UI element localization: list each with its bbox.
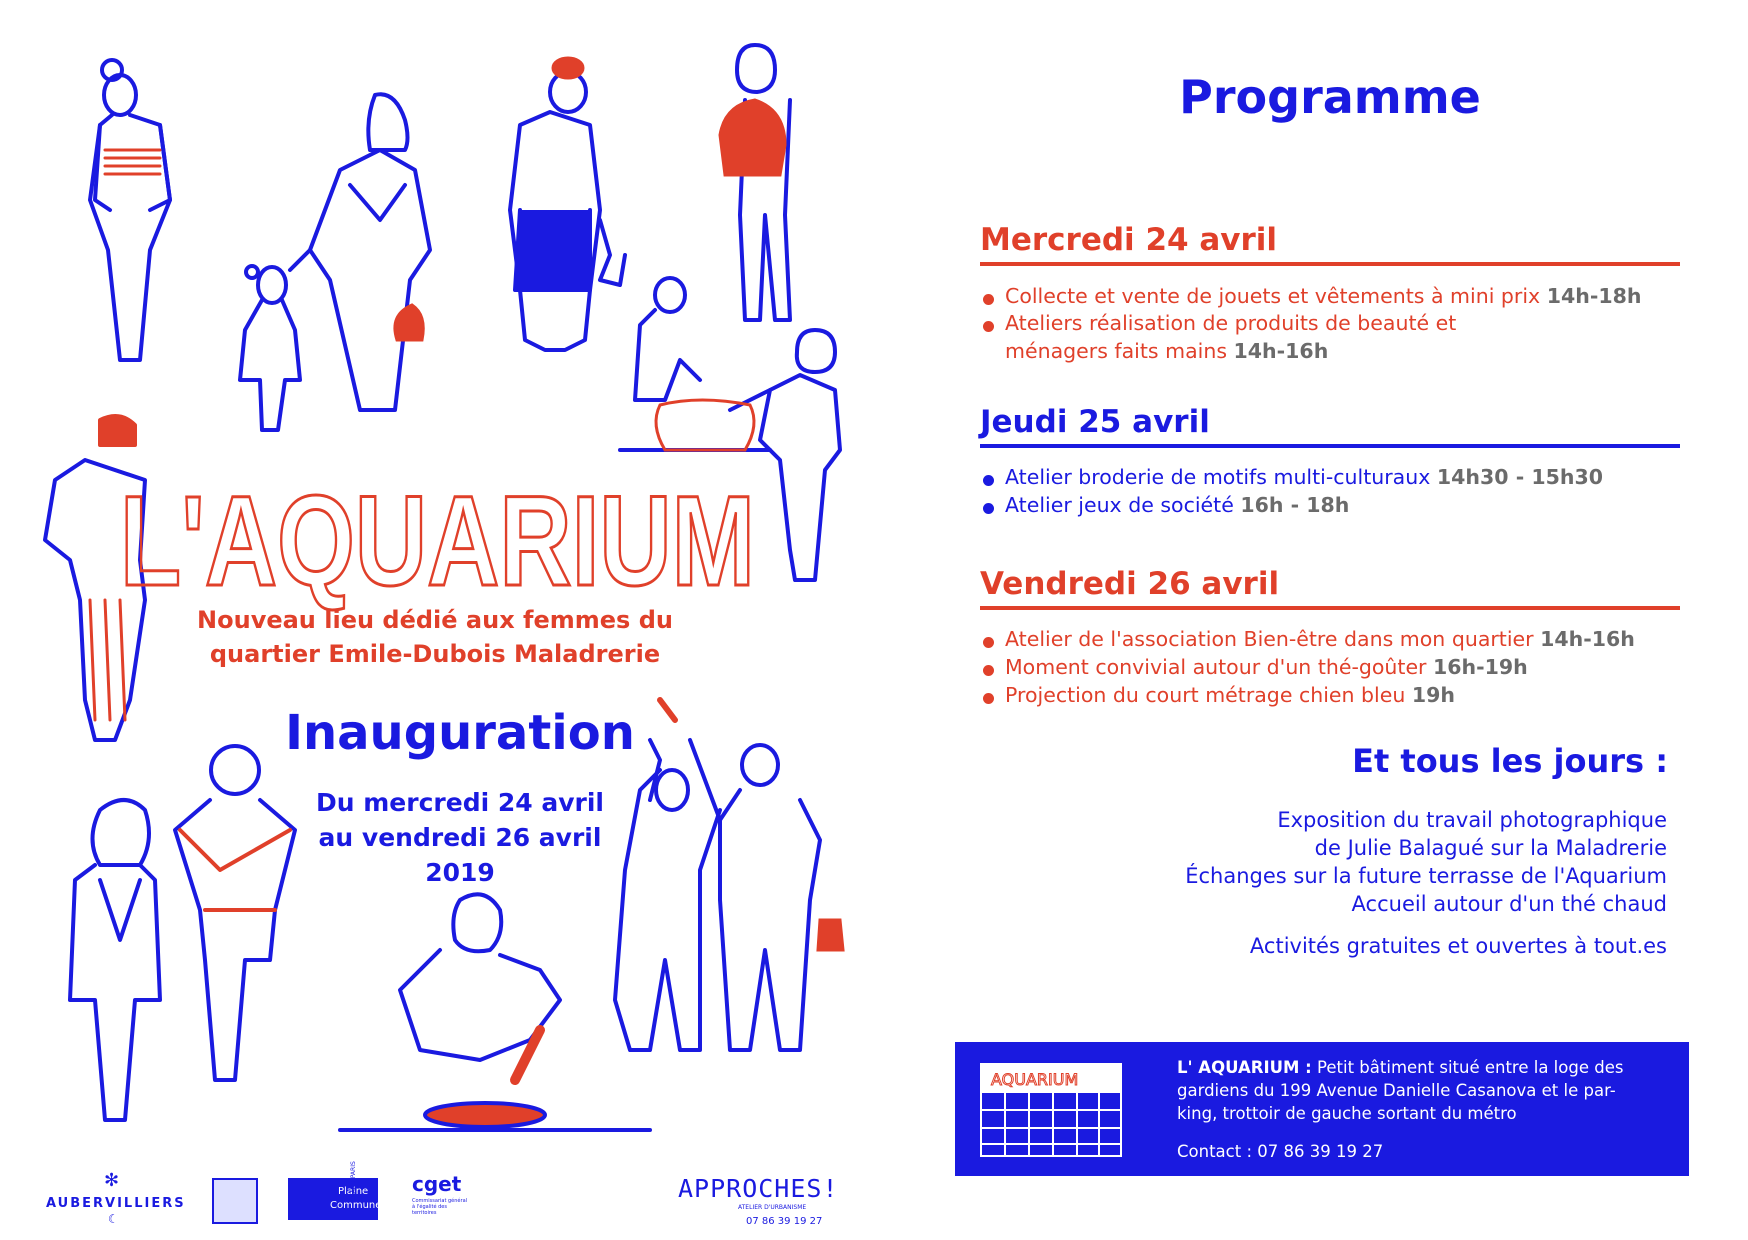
info-line2: gardiens du 199 Avenue Danielle Casanova et le par- <box>1177 1081 1616 1100</box>
approches-subtext: ATELIER D'URBANISME <box>738 1204 807 1211</box>
everyday-heading: Et tous les jours : <box>1352 742 1668 780</box>
building-sign-text: AQUARIUM <box>991 1070 1079 1089</box>
poster-title-text: L'AQUARIUM <box>120 470 755 613</box>
inauguration-dates <box>300 785 620 890</box>
info-contact: Contact : 07 86 39 19 27 <box>1177 1142 1384 1161</box>
bullet-icon <box>983 637 994 648</box>
figure-woman-arms-crossed <box>175 746 295 1080</box>
day-underline-thursday <box>980 444 1680 448</box>
dates-line2: au vendredi 26 avril <box>318 823 602 852</box>
figure-woman-red-sweater <box>737 45 790 320</box>
info-name: L' AQUARIUM : <box>1177 1058 1312 1077</box>
program-item <box>1005 309 1705 365</box>
day-heading-friday: Vendredi 26 avril <box>980 566 1280 602</box>
figure-woman-skirt <box>510 72 625 350</box>
bullet-icon <box>983 693 994 704</box>
item-time: 14h30 - 15h30 <box>1436 465 1603 489</box>
item-text: Atelier broderie de motifs multi-culturaux <box>1005 465 1431 489</box>
everyday-line: Accueil autour d'un thé chaud <box>1351 892 1667 916</box>
approches-phone: 07 86 39 19 27 <box>746 1216 823 1227</box>
info-description <box>1177 1056 1667 1125</box>
program-item <box>1005 681 1705 709</box>
item-text: Atelier de l'association Bien-être dans mon quartier <box>1005 627 1534 651</box>
day-underline-wednesday <box>980 262 1680 266</box>
item-text: Collecte et vente de jouets et vêtements à mini prix <box>1005 284 1541 308</box>
poster-title <box>120 470 760 613</box>
item-time: 19h <box>1411 683 1455 707</box>
cget-subtext: Commissariat général à l'égalité des territoires <box>412 1198 468 1216</box>
program-item <box>1005 625 1705 653</box>
item-time: 14h-16h <box>1540 627 1635 651</box>
plaine-commune-text2: Commune <box>330 1200 382 1211</box>
info-line1: Petit bâtiment situé entre la loge des <box>1311 1058 1624 1077</box>
info-box <box>955 1042 1689 1176</box>
info-line3: king, trottoir de gauche sortant du métro <box>1177 1104 1517 1123</box>
dates-line3: 2019 <box>425 858 495 887</box>
day-heading-wednesday: Mercredi 24 avril <box>980 222 1278 258</box>
inauguration-heading: Inauguration <box>285 705 635 761</box>
plaine-commune-text1: Plaine <box>338 1186 369 1197</box>
program-item <box>1005 282 1705 310</box>
item-text: Atelier jeux de société <box>1005 493 1234 517</box>
bullet-icon <box>983 503 994 514</box>
figure-woman-with-child <box>240 94 430 430</box>
item-text: Projection du court métrage chien bleu <box>1005 683 1406 707</box>
poster-subtitle <box>180 603 690 671</box>
building-icon <box>977 1060 1127 1160</box>
everyday-line: Exposition du travail photographique <box>1277 808 1667 832</box>
bullet-icon <box>983 475 994 486</box>
item-text: Moment convivial autour d'un thé-goûter <box>1005 655 1427 679</box>
figure-painting-pair <box>615 700 820 1050</box>
logo-aubervilliers <box>46 1170 186 1230</box>
cget-text: cget <box>412 1172 462 1196</box>
dates-line1: Du mercredi 24 avril <box>316 788 604 817</box>
day-heading-thursday: Jeudi 25 avril <box>980 404 1210 440</box>
day-underline-friday <box>980 606 1680 610</box>
logo-republic <box>212 1178 258 1224</box>
everyday-line: Échanges sur la future terrasse de l'Aquarium <box>1185 864 1667 888</box>
poster-subtitle-line1: Nouveau lieu dédié aux femmes du <box>197 606 673 634</box>
grand-paris-label: GRAND PARIS <box>350 1161 357 1202</box>
logo-plaine-commune <box>288 1178 382 1220</box>
program-item <box>1005 463 1705 491</box>
program-title: Programme <box>1179 70 1481 124</box>
everyday-line: de Julie Balagué sur la Maladrerie <box>1314 836 1667 860</box>
figure-woman-suit <box>70 800 160 1120</box>
figure-crouching-painter <box>340 894 650 1130</box>
figure-woman-bun <box>90 60 170 360</box>
logo-cget <box>412 1172 472 1230</box>
program-item <box>1005 653 1705 681</box>
program-item <box>1005 491 1705 519</box>
item-text-cont: ménagers faits mains <box>1005 339 1227 363</box>
item-time: 16h-19h <box>1433 655 1528 679</box>
bullet-icon <box>983 665 994 676</box>
bullet-icon <box>983 321 994 332</box>
bullet-icon <box>983 294 994 305</box>
approches-text: APPROCHES! <box>678 1174 839 1203</box>
poster-subtitle-line2: quartier Emile-Dubois Maladrerie <box>209 640 661 668</box>
item-text: Ateliers réalisation de produits de beauté et <box>1005 311 1457 335</box>
aubervilliers-text: AUBERVILLIERS <box>46 1196 186 1211</box>
free-activities-note: Activités gratuites et ouvertes à tout.es <box>1249 934 1667 958</box>
everyday-list <box>1107 806 1667 918</box>
logo-approches <box>678 1174 848 1234</box>
aubervilliers-moon-icon: ☾ <box>108 1212 119 1226</box>
item-time: 16h - 18h <box>1240 493 1350 517</box>
item-time: 14h-16h <box>1233 339 1329 363</box>
aubervilliers-star-icon: ✻ <box>104 1170 120 1191</box>
item-time: 14h-18h <box>1546 284 1642 308</box>
